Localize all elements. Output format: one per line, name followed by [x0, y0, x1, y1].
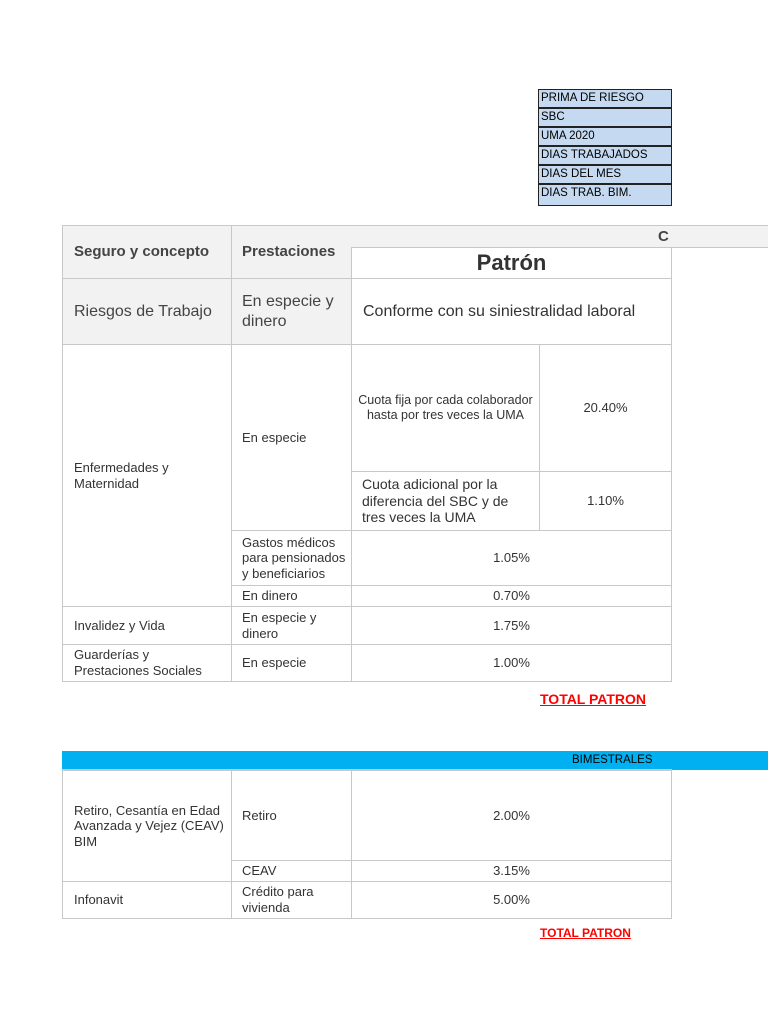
value-infonavit-label: 5.00%	[493, 892, 530, 908]
header-patron	[351, 247, 672, 279]
gastos-medicos-value-cell	[351, 530, 672, 586]
gastos-medicos-value: 1.05%	[493, 550, 530, 566]
benefit-en-especie	[231, 344, 352, 531]
concept-enfermedades-maternidad	[62, 344, 232, 607]
cuota-fija-value: 20.40%	[583, 400, 628, 416]
benefit-guarderias	[231, 644, 352, 682]
benefit-infonavit-label: Crédito para vivienda	[242, 884, 314, 915]
benefit-ceav-label: CEAV	[242, 863, 277, 879]
en-dinero-label: En dinero	[242, 588, 298, 604]
concept-retiro-ceav	[62, 770, 232, 882]
param-sbc[interactable]: SBC	[538, 108, 672, 127]
header-prestaciones-label: Prestaciones	[242, 243, 336, 260]
header-prestaciones	[231, 225, 352, 279]
concept-invalidez-y-vida	[62, 606, 232, 645]
concept-riesgos-label: Riesgos de Trabajo	[74, 302, 212, 320]
param-dias-trab-bim[interactable]: DIAS TRAB. BIM.	[538, 184, 672, 206]
header-top-band	[351, 225, 768, 248]
concept-guarderias	[62, 644, 232, 682]
concept-riesgos-de-trabajo	[62, 278, 232, 345]
en-dinero-value: 0.70%	[493, 588, 530, 604]
concept-retiro-label: Retiro, Cesantía en Edad Avanzada y Vejez (CEAV) BIM	[74, 802, 224, 849]
cuota-fija-value-cell	[539, 344, 672, 472]
value-riesgos-label: Conforme con su siniestralidad laboral	[363, 302, 636, 320]
value-ceav	[351, 860, 672, 882]
cuota-adicional-label-cell	[351, 471, 540, 531]
value-invalidez-label: 1.75%	[493, 617, 530, 633]
header-top-letter: C	[658, 228, 669, 245]
concept-enfermedades-label: Enfermedades y Maternidad	[74, 459, 169, 491]
param-uma-2020[interactable]: UMA 2020	[538, 127, 672, 146]
param-dias-del-mes[interactable]: DIAS DEL MES	[538, 165, 672, 184]
total-patron-1[interactable]: TOTAL PATRON	[540, 691, 647, 707]
benefit-retiro	[231, 770, 352, 861]
value-guarderias	[351, 644, 672, 682]
header-patron-label: Patrón	[476, 249, 547, 275]
value-riesgos	[351, 278, 672, 345]
benefit-retiro-label: Retiro	[242, 807, 277, 823]
param-prima-de-riesgo[interactable]: PRIMA DE RIESGO	[538, 89, 672, 108]
value-guarderias-label: 1.00%	[493, 655, 530, 671]
benefit-riesgos-label: En especie y dinero	[242, 293, 334, 330]
benefit-invalidez	[231, 606, 352, 645]
value-retiro	[351, 770, 672, 861]
cuota-adicional-value: 1.10%	[587, 493, 624, 509]
concept-guarderias-label: Guarderías y Prestaciones Sociales	[74, 647, 202, 678]
value-ceav-label: 3.15%	[493, 863, 530, 879]
header-seguro-y-concepto	[62, 225, 232, 279]
en-dinero-cell	[231, 585, 352, 607]
concept-invalidez-label: Invalidez y Vida	[74, 617, 165, 633]
concept-infonavit	[62, 881, 232, 919]
param-dias-trabajados[interactable]: DIAS TRABAJADOS	[538, 146, 672, 165]
cuota-fija-label-cell	[351, 344, 540, 472]
benefit-en-especie-label: En especie	[242, 429, 307, 445]
bimestrales-label: BIMESTRALES	[572, 754, 653, 766]
benefit-invalidez-label: En especie y dinero	[242, 609, 317, 641]
benefit-ceav	[231, 860, 352, 882]
value-invalidez	[351, 606, 672, 645]
bimestrales-banner	[62, 751, 768, 770]
benefit-guarderias-label: En especie	[242, 655, 307, 671]
total-patron-2[interactable]: TOTAL PATRON	[540, 926, 631, 940]
header-seguro-label: Seguro y concepto	[74, 243, 210, 260]
value-infonavit	[351, 881, 672, 919]
cuota-adicional-label: Cuota adicional por la diferencia del SBC y de tres veces la UMA	[362, 475, 509, 526]
benefit-infonavit	[231, 881, 352, 919]
benefit-riesgos	[231, 278, 352, 345]
concept-infonavit-label: Infonavit	[74, 892, 124, 908]
cuota-adicional-value-cell	[539, 471, 672, 531]
en-dinero-value-cell	[351, 585, 672, 607]
gastos-medicos-label: Gastos médicos para pensionados y beneficiarios	[242, 534, 346, 581]
gastos-medicos-cell	[231, 530, 352, 586]
value-retiro-label: 2.00%	[493, 807, 530, 823]
cuota-fija-label: Cuota fija por cada colaborador hasta por tres veces la UMA	[358, 393, 533, 422]
